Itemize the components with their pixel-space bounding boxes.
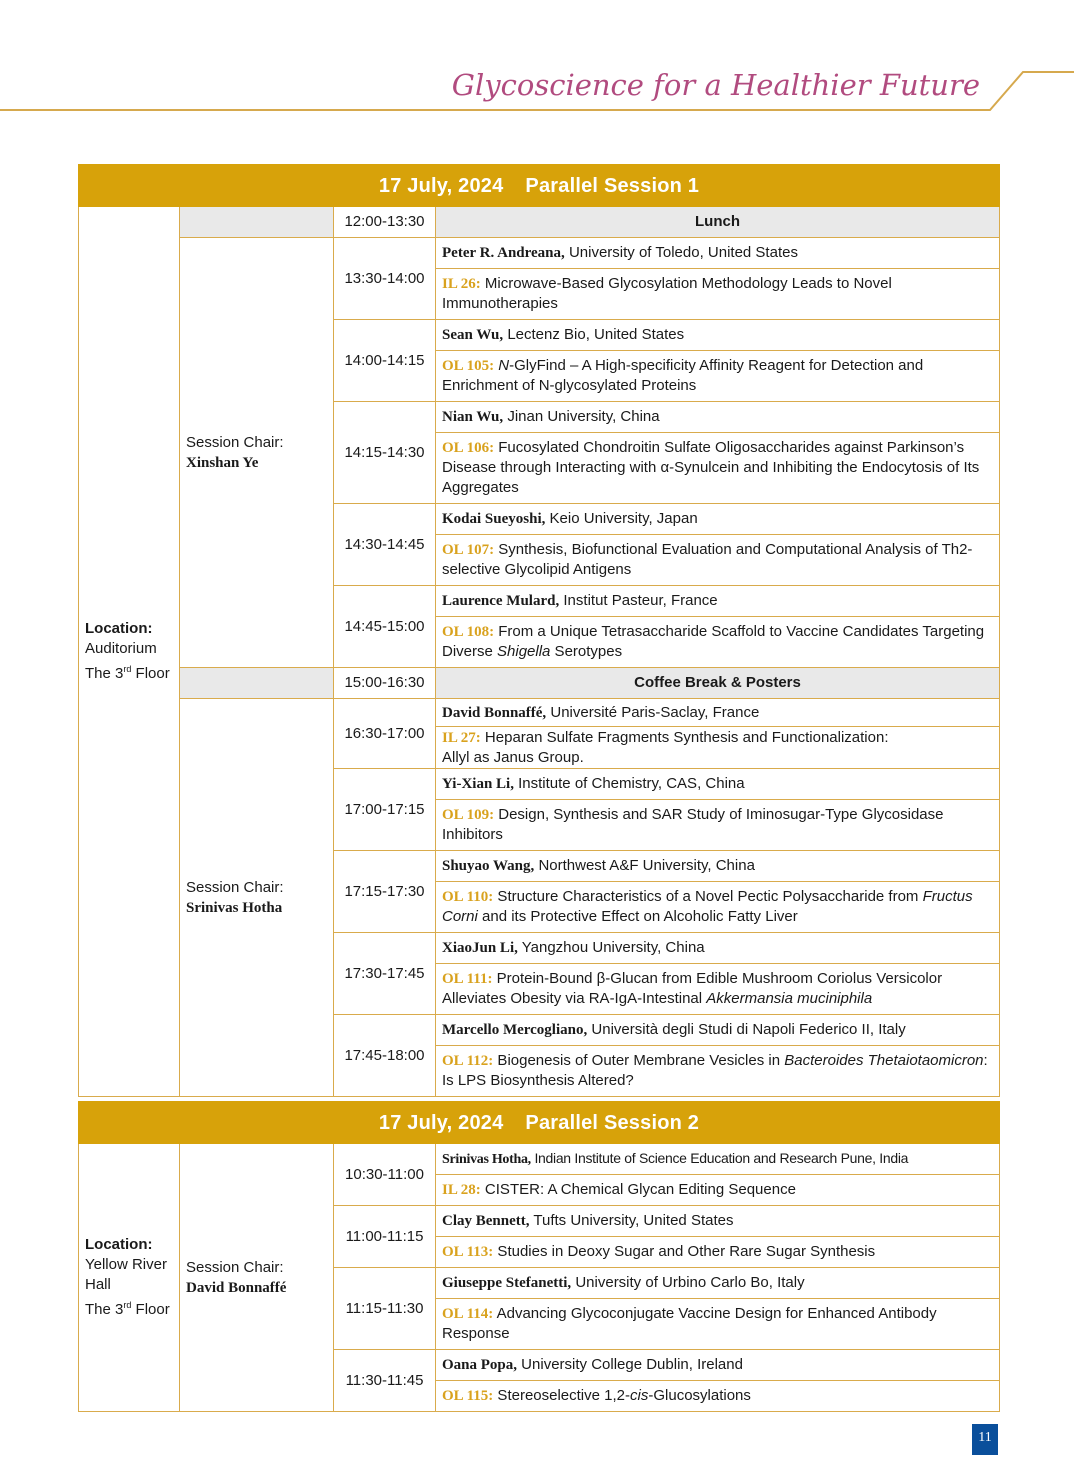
speaker-affiliation: Keio University, Japan	[545, 510, 698, 527]
talk-title-cell: OL 105: N-GlyFind – A High-specificity Affinity Reagent for Detection and Enrichment of N-glycosylated Proteins	[436, 351, 1000, 402]
talk-title-cell: OL 110: Structure Characteristics of a Novel Pectic Polysaccharide from Fructus Corni and its Protective Effect on Alcoholic Fatty Liver	[436, 882, 1000, 933]
speaker-affiliation: University of Toledo, United States	[564, 244, 798, 261]
session-banner	[79, 1102, 1000, 1144]
speaker-name: Peter R. Andreana,	[442, 245, 565, 261]
session-date: 17 July, 2024	[378, 174, 504, 197]
talk-code: OL 107:	[442, 542, 495, 558]
speaker-cell	[436, 586, 1000, 617]
speaker-cell	[436, 1350, 1000, 1381]
speaker-cell	[436, 1206, 1000, 1237]
time-slot: 15:00-16:30	[334, 668, 436, 699]
talk-code: OL 105:	[442, 358, 495, 374]
speaker-affiliation: Institute of Chemistry, CAS, China	[513, 775, 745, 792]
talk-code: OL 115:	[442, 1388, 494, 1404]
talk-title-cell: OL 108: From a Unique Tetrasaccharide Scaffold to Vaccine Candidates Targeting Diverse Shigella Serotypes	[436, 617, 1000, 668]
break-label: Lunch	[436, 207, 1000, 238]
location-cell	[79, 1144, 180, 1412]
speaker-affiliation: Lectenz Bio, United States	[503, 326, 685, 343]
talk-code: IL 27:	[442, 730, 481, 746]
location-label: Location:	[85, 620, 153, 637]
break-row-coffee	[79, 668, 1000, 699]
page-number: 11	[972, 1424, 998, 1455]
talk-title-cell	[436, 727, 1000, 769]
page-header-title: Glycoscience for a Healthier Future	[451, 68, 980, 102]
talk-title: Microwave-Based Glycosylation Methodology Leads to Novel Immunotherapies	[442, 275, 892, 312]
chair-label: Session Chair:	[186, 878, 284, 896]
time-slot: 11:30-11:45	[334, 1350, 436, 1412]
speaker-affiliation: University of Urbino Carlo Bo, Italy	[571, 1274, 805, 1291]
speaker-name: Nian Wu,	[442, 409, 504, 425]
talk-code: OL 111:	[442, 971, 493, 987]
talk-title: Studies in Deoxy Sugar and Other Rare Sugar Synthesis	[493, 1243, 876, 1260]
speaker-cell	[436, 504, 1000, 535]
speaker-name: Yi-Xian Li,	[442, 776, 514, 792]
session-banner	[79, 165, 1000, 207]
speaker-affiliation: Northwest A&F University, China	[534, 857, 755, 874]
speaker-name: Clay Bennett,	[442, 1213, 530, 1229]
time-slot: 13:30-14:00	[334, 238, 436, 320]
talk-code: OL 106:	[442, 440, 495, 456]
schedule-table-session-2	[78, 1101, 1000, 1412]
time-slot: 17:00-17:15	[334, 769, 436, 851]
break-label: Coffee Break & Posters	[436, 668, 1000, 699]
talk-code: IL 28:	[442, 1182, 481, 1198]
speaker-affiliation: University College Dublin, Ireland	[517, 1356, 743, 1373]
talk-title-cell	[436, 269, 1000, 320]
location-label: Location:	[85, 1236, 153, 1253]
speaker-affiliation: Jinan University, China	[503, 408, 660, 425]
location-floor: The 3rd Floor	[85, 664, 170, 682]
time-slot: 14:30-14:45	[334, 504, 436, 586]
time-slot: 14:00-14:15	[334, 320, 436, 402]
talk-title-cell	[436, 433, 1000, 504]
talk-title: Fucosylated Chondroitin Sulfate Oligosaccharides against Parkinson’s Disease through Interacting with α-Synulcein and Inhibiting the Endocytosis of Its Aggregates	[442, 439, 980, 496]
speaker-affiliation: Université Paris-Saclay, France	[546, 703, 760, 721]
talk-title: Heparan Sulfate Fragments Synthesis and Functionalization:	[480, 729, 889, 746]
session-chair-cell	[180, 1144, 334, 1412]
speaker-affiliation: Yangzhou University, China	[517, 939, 705, 956]
speaker-cell	[436, 402, 1000, 433]
talk-code: OL 109:	[442, 807, 495, 823]
talk-title-cell: OL 112: Biogenesis of Outer Membrane Vesicles in Bacteroides Thetaiotaomicron: Is LPS Biosynthesis Altered?	[436, 1046, 1000, 1097]
talk-title-cell: OL 115: Stereoselective 1,2-cis-Glucosylations	[436, 1381, 1000, 1412]
talk-speaker-row	[79, 238, 1000, 269]
talk-speaker-row	[79, 1144, 1000, 1175]
time-slot: 11:15-11:30	[334, 1268, 436, 1350]
speaker-name: Giuseppe Stefanetti,	[442, 1275, 572, 1291]
time-slot: 14:45-15:00	[334, 586, 436, 668]
talk-code: IL 26:	[442, 276, 481, 292]
talk-title: Advancing Glycoconjugate Vaccine Design for Enhanced Antibody Response	[442, 1305, 937, 1342]
time-slot: 11:00-11:15	[334, 1206, 436, 1268]
speaker-affiliation: Indian Institute of Science Education and Research Pune, India	[530, 1150, 909, 1166]
time-slot: 17:45-18:00	[334, 1015, 436, 1097]
speaker-affiliation: Tufts University, United States	[529, 1212, 734, 1229]
session-chair-cell	[180, 238, 334, 668]
talk-title-line-2: Allyl as Janus Group.	[442, 749, 584, 766]
time-slot: 17:15-17:30	[334, 851, 436, 933]
session-chair-cell	[180, 699, 334, 1097]
chair-name: David Bonnaffé	[186, 1279, 287, 1296]
speaker-affiliation: Institut Pasteur, France	[559, 592, 718, 609]
talk-title-cell	[436, 1299, 1000, 1350]
chair-label: Session Chair:	[186, 1258, 284, 1276]
speaker-name: XiaoJun Li,	[442, 940, 518, 956]
talk-code: OL 110:	[442, 889, 494, 905]
talk-code: OL 113:	[442, 1244, 494, 1260]
talk-title-cell	[436, 1237, 1000, 1268]
talk-code: OL 108:	[442, 624, 495, 640]
talk-title-cell	[436, 1175, 1000, 1206]
chair-name: Xinshan Ye	[186, 454, 259, 471]
talk-title-cell: OL 111: Protein-Bound β-Glucan from Edible Mushroom Coriolus Versicolor Alleviates Obesity via RA-IgA-Intestinal Akkermansia muciniphila	[436, 964, 1000, 1015]
speaker-cell	[436, 933, 1000, 964]
time-slot: 12:00-13:30	[334, 207, 436, 238]
speaker-affiliation: Università degli Studi di Napoli Federico II, Italy	[587, 1021, 906, 1038]
speaker-cell	[436, 769, 1000, 800]
speaker-name: Sean Wu,	[442, 327, 504, 343]
speaker-name: Laurence Mulard,	[442, 593, 560, 609]
time-slot: 14:15-14:30	[334, 402, 436, 504]
speaker-name: David Bonnaffé,	[442, 704, 547, 721]
speaker-name: Shuyao Wang,	[442, 858, 535, 874]
session-name: Parallel Session 2	[525, 1111, 700, 1134]
chair-label: Session Chair:	[186, 433, 284, 451]
speaker-cell	[436, 320, 1000, 351]
speaker-cell	[436, 851, 1000, 882]
session-name: Parallel Session 1	[525, 174, 700, 197]
schedule-table-session-1	[78, 164, 1000, 1097]
talk-speaker-row	[79, 699, 1000, 727]
speaker-name: Kodai Sueyoshi,	[442, 511, 546, 527]
time-slot: 17:30-17:45	[334, 933, 436, 1015]
speaker-cell	[436, 1144, 1000, 1175]
chair-name: Srinivas Hotha	[186, 899, 283, 916]
speaker-name: Marcello Mercogliano,	[442, 1022, 588, 1038]
location-cell	[79, 207, 180, 1097]
talk-title: Synthesis, Biofunctional Evaluation and Computational Analysis of Th2-selective Glycolipid Antigens	[442, 541, 973, 578]
speaker-cell	[436, 1015, 1000, 1046]
talk-code: OL 114:	[442, 1306, 494, 1322]
talk-title-cell	[436, 535, 1000, 586]
speaker-name: Oana Popa,	[442, 1357, 518, 1373]
time-slot: 16:30-17:00	[334, 699, 436, 769]
session-date: 17 July, 2024	[378, 1111, 504, 1134]
location-name: Auditorium	[85, 640, 157, 657]
location-name-line-2: Hall	[85, 1276, 111, 1293]
speaker-cell	[436, 238, 1000, 269]
speaker-name: Srinivas Hotha,	[442, 1152, 531, 1167]
speaker-cell	[436, 699, 1000, 727]
location-floor: The 3rd Floor	[85, 1300, 170, 1318]
location-name: Yellow River	[85, 1256, 167, 1273]
speaker-cell	[436, 1268, 1000, 1299]
break-row-lunch	[79, 207, 1000, 238]
time-slot: 10:30-11:00	[334, 1144, 436, 1206]
talk-title: Design, Synthesis and SAR Study of Iminosugar-Type Glycosidase Inhibitors	[442, 806, 944, 843]
talk-title-cell	[436, 800, 1000, 851]
talk-title: CISTER: A Chemical Glycan Editing Sequence	[480, 1181, 796, 1198]
talk-code: OL 112:	[442, 1053, 494, 1069]
